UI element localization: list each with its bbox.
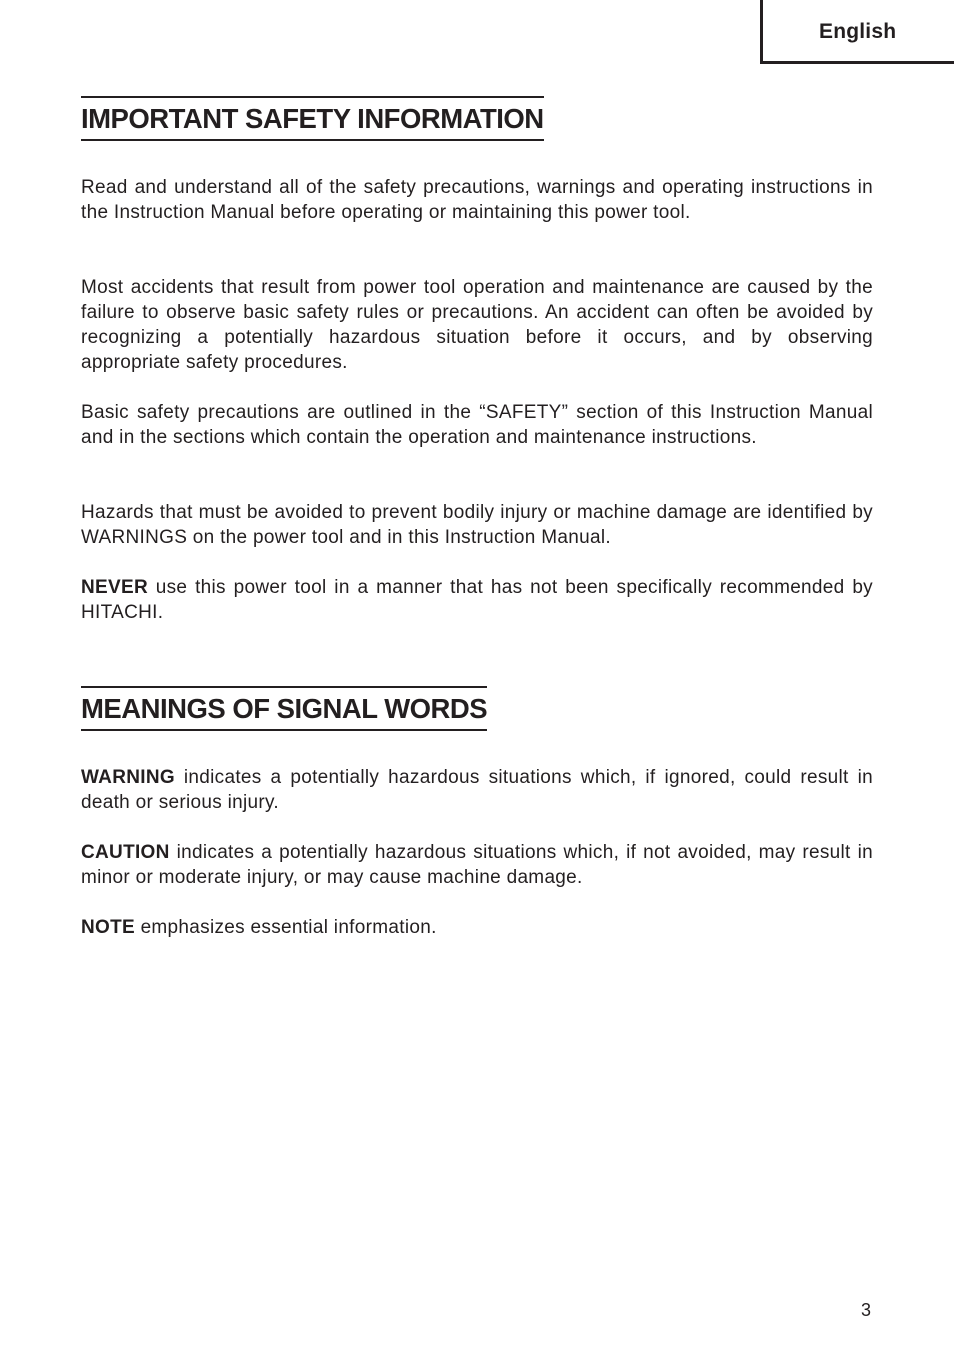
caution-term: CAUTION bbox=[81, 842, 170, 863]
never-text bbox=[81, 575, 873, 625]
language-tab bbox=[760, 0, 954, 64]
definition-text bbox=[81, 915, 873, 940]
definition-text bbox=[81, 840, 873, 890]
signal-heading: MEANINGS OF SIGNAL WORDS bbox=[81, 686, 487, 731]
note-term: NOTE bbox=[81, 917, 135, 938]
caution-definition bbox=[81, 840, 873, 890]
safety-paragraph-4 bbox=[81, 500, 873, 550]
safety-paragraph-text: Basic safety precautions are outlined in the “SAFETY” section of this Instruction Manual and in the sections which contain the operation and maintenance instructions. bbox=[81, 402, 873, 448]
safety-paragraph-text: Most accidents that result from power tool operation and maintenance are caused by the failure to observe basic safety rules or precautions. An accident can often be avoided by recognizing a potentially hazardous situation before it occurs, and by observing appropriate safety procedures. bbox=[81, 277, 873, 373]
safety-heading: IMPORTANT SAFETY INFORMATION bbox=[81, 96, 544, 141]
never-body: use this power tool in a manner that has not been specifically recommended by HITACHI. bbox=[81, 577, 873, 623]
safety-paragraph-2 bbox=[81, 275, 873, 375]
note-definition bbox=[81, 915, 873, 940]
never-paragraph bbox=[81, 575, 873, 625]
never-term: NEVER bbox=[81, 577, 148, 598]
safety-paragraph-3 bbox=[81, 400, 873, 450]
warning-term: WARNING bbox=[81, 767, 175, 788]
caution-body: indicates a potentially hazardous situations which, if not avoided, may result in minor or moderate injury, or may cause machine damage. bbox=[81, 842, 873, 888]
language-label: English bbox=[819, 20, 897, 43]
safety-paragraph-text: Read and understand all of the safety precautions, warnings and operating instructions in the Instruction Manual before operating or maintaining this power tool. bbox=[81, 177, 873, 223]
signal-heading-block bbox=[81, 686, 873, 731]
warning-body: indicates a potentially hazardous situations which, if ignored, could result in death or serious injury. bbox=[81, 767, 873, 813]
warning-definition bbox=[81, 765, 873, 815]
safety-heading-block bbox=[81, 96, 873, 141]
safety-paragraph-1 bbox=[81, 175, 873, 225]
page-number: 3 bbox=[861, 1300, 872, 1320]
definition-text bbox=[81, 765, 873, 815]
note-body: emphasizes essential information. bbox=[134, 917, 437, 938]
safety-paragraph-text: Hazards that must be avoided to prevent bodily injury or machine damage are identified by WARNINGS on the power tool and in this Instruction Manual. bbox=[81, 502, 873, 548]
